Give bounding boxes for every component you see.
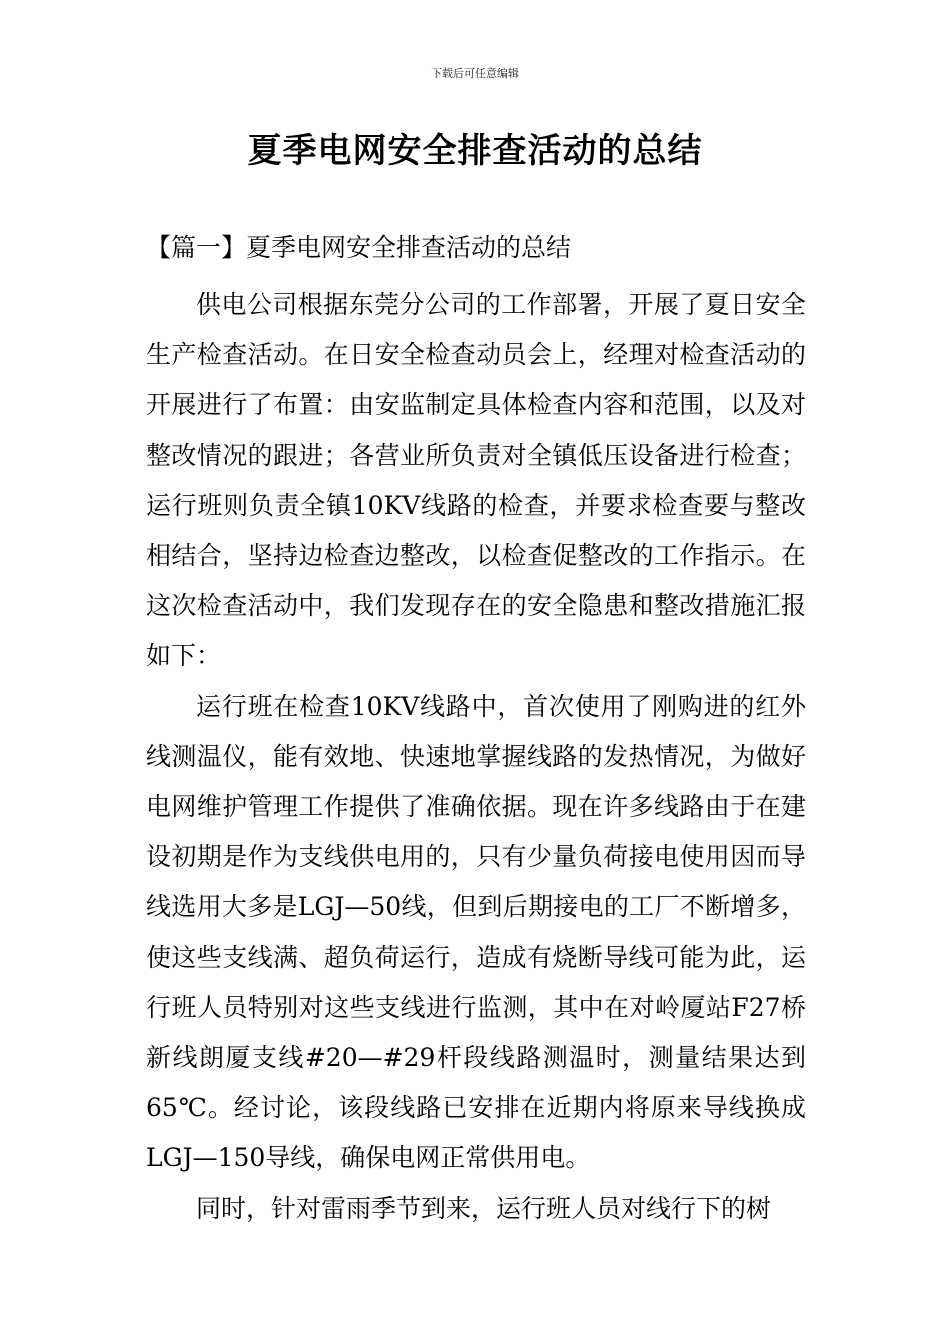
page-header-note: 下载后可任意编辑 xyxy=(431,67,519,80)
section-heading: 【篇一】夏季电网安全排查活动的总结 xyxy=(146,233,572,262)
paragraph: 运行班在检查10KV线路中，首次使用了刚购进的红外线测温仪，能有效地、快速地掌握线路的发热情况，为做好电网维护管理工作提供了准确依据。现在许多线路由于在建设初期是作为支线供电用的，只有少量负荷接电使用因而导线选用大多是LGJ—50线，但到后期接电的工厂不断增多，使这些支线满、超负荷运行，造成有烧断导线可能为此，运行班人员特别对这些支线进行监测，其中在对岭厦站F27桥新线朗厦支线#20—#29杆段线路测温时，测量结果达到65℃。经讨论，该段线路已安排在近期内将原来导线换成LGJ—150导线，确保电网正常供用电。 xyxy=(146,691,806,1173)
document-title: 夏季电网安全排查活动的总结 xyxy=(247,131,703,171)
paragraph: 供电公司根据东莞分公司的工作部署，开展了夏日安全生产检查活动。在日安全检查动员会上，经理对检查活动的开展进行了布置：由安监制定具体检查内容和范围，以及对整改情况的跟进；各营业所负责对全镇低压设备进行检查；运行班则负责全镇10KV线路的检查，并要求检查要与整改相结合，坚持边检查边整改，以检查促整改的工作指示。在这次检查活动中，我们发现存在的安全隐患和整改措施汇报如下： xyxy=(146,290,806,671)
paragraph: 同时，针对雷雨季节到来，运行班人员对线行下的树 xyxy=(196,1193,772,1223)
document-body xyxy=(146,280,806,1234)
